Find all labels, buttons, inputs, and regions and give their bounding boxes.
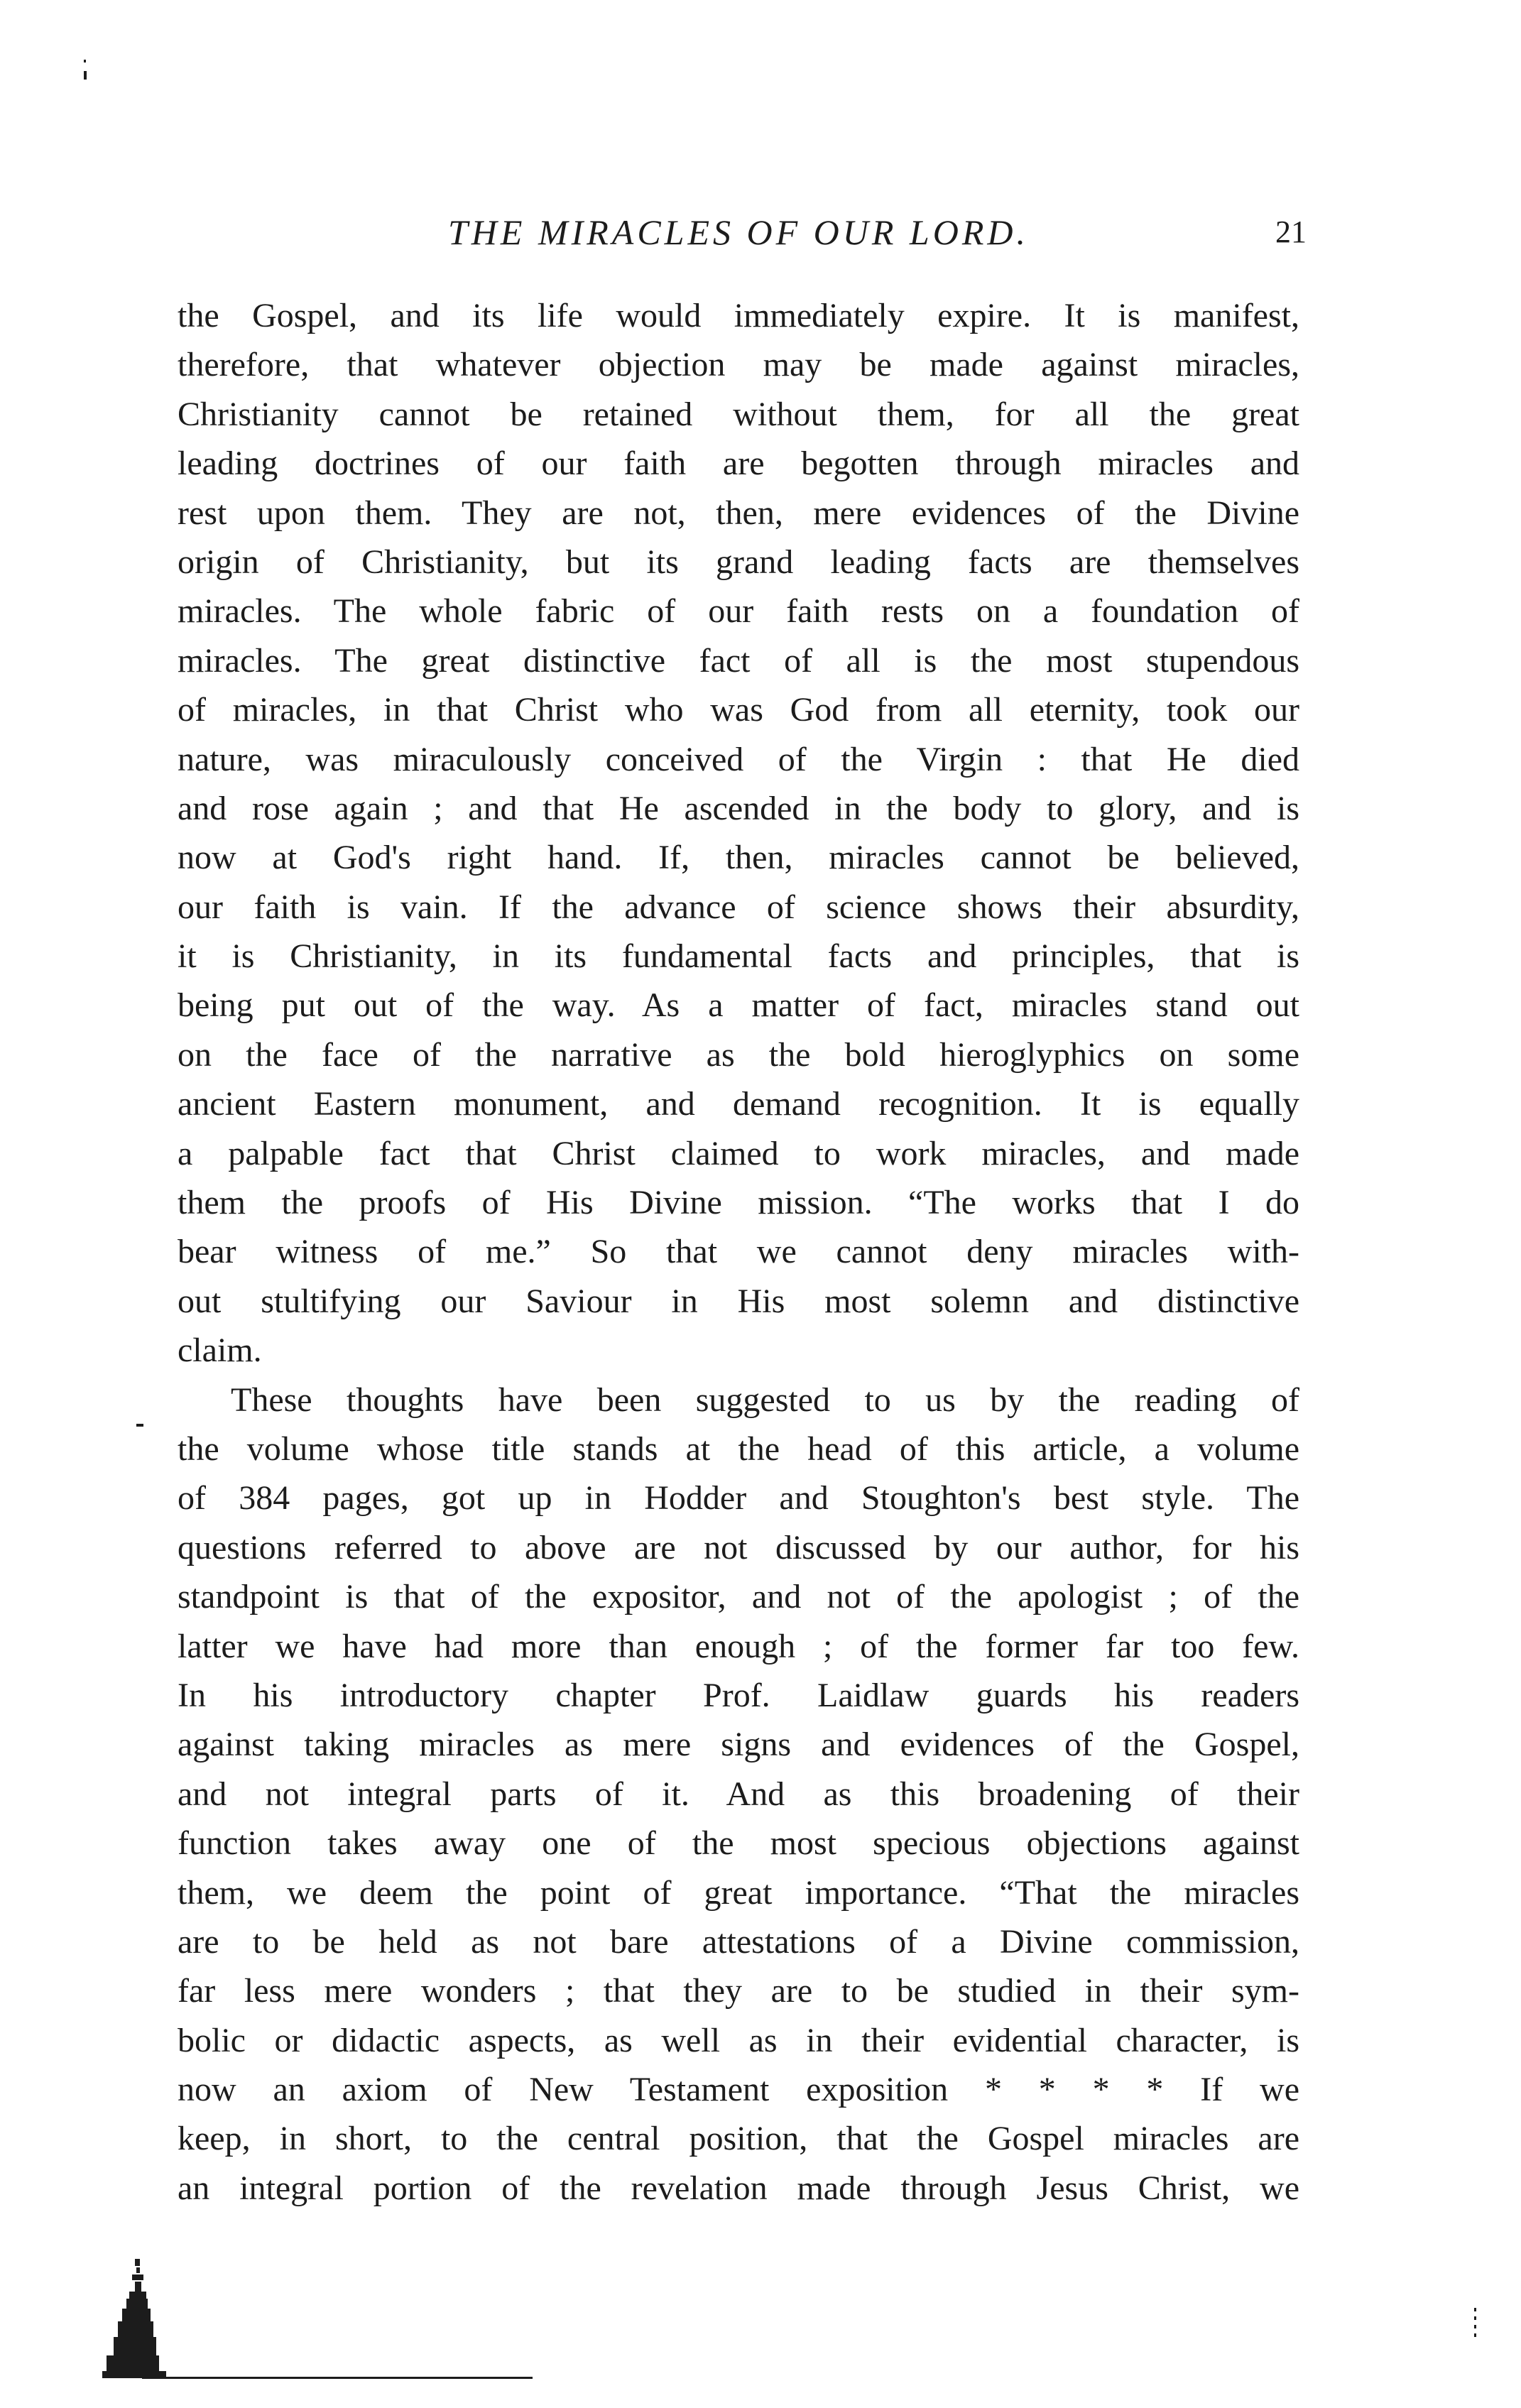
text-line: are to be held as not bare attestations of a Divine commission, [178, 1922, 1299, 1961]
text-line: leading doctrines of our faith are begotten through miracles and [178, 445, 1299, 483]
text-line: miracles. The great distinctive fact of all is the most stupendous [178, 641, 1299, 680]
text-line: and rose again ; and that He ascended in the body to glory, and is [178, 789, 1299, 827]
text-line: against taking miracles as mere signs and evidences of the Gospel, [178, 1726, 1299, 1764]
text-line: it is Christianity, in its fundamental facts and principles, that is [178, 937, 1299, 976]
text-line: rest upon them. They are not, then, mere evidences of the Divine [178, 494, 1299, 532]
text-line: an integral portion of the revelation made through Jesus Christ, we [178, 2169, 1299, 2207]
text-line: therefore, that whatever objection may be made against miracles, [178, 346, 1299, 384]
margin-speck [84, 71, 87, 80]
text-line: In his introductory chapter Prof. Laidlaw guards his readers [178, 1676, 1299, 1714]
text-line: of miracles, in that Christ who was God from all eternity, took our [178, 691, 1299, 729]
text-line: questions referred to above are not discussed by our author, for his [178, 1528, 1299, 1567]
text-line: keep, in short, to the central position, that the Gospel miracles are [178, 2120, 1299, 2158]
text-line: far less mere wonders ; that they are to be studied in their sym- [178, 1972, 1299, 2010]
text-line: bolic or didactic aspects, as well as in their evidential character, is [178, 2021, 1299, 2059]
text-line: being put out of the way. As a matter of fact, miracles stand out [178, 986, 1299, 1025]
text-line: our faith is vain. If the advance of science shows their absurdity, [178, 888, 1299, 926]
page-number: 21 [1275, 214, 1307, 249]
printer-ornament-icon [85, 2255, 170, 2382]
text-line: ancient Eastern monument, and demand recognition. It is equally [178, 1085, 1299, 1123]
text-line: latter we have had more than enough ; of the former far too few. [178, 1627, 1299, 1665]
text-line: now an axiom of New Testament exposition * * * * If we [178, 2071, 1299, 2109]
running-title: THE MIRACLES OF OUR LORD. [447, 212, 1030, 252]
text-line: Christianity cannot be retained without them, for all the great [178, 395, 1299, 433]
text-line: the volume whose title stands at the head of this article, a volume [178, 1429, 1299, 1468]
text-line: miracles. The whole fabric of our faith rests on a foundation of [178, 592, 1299, 631]
body-text [178, 291, 1299, 2213]
text-line: standpoint is that of the expositor, and not of the apologist ; of the [178, 1578, 1299, 1616]
margin-dash [136, 1424, 143, 1427]
text-line: the Gospel, and its life would immediately expire. It is manifest, [178, 297, 1299, 334]
text-line: bear witness of me.” So that we cannot deny miracles with- [178, 1233, 1299, 1271]
bottom-rule [142, 2377, 533, 2379]
text-line: claim. [178, 1331, 262, 1370]
text-line: them the proofs of His Divine mission. “The works that I do [178, 1184, 1299, 1222]
text-line: origin of Christianity, but its grand leading facts are themselves [178, 543, 1299, 581]
text-line: on the face of the narrative as the bold hieroglyphics on some [178, 1035, 1299, 1074]
text-line: now at God's right hand. If, then, miracles cannot be believed, [178, 839, 1299, 877]
running-head [178, 207, 1307, 257]
text-line: a palpable fact that Christ claimed to work miracles, and made [178, 1134, 1299, 1172]
text-line: nature, was miraculously conceived of the Virgin : that He died [178, 740, 1299, 778]
text-line: and not integral parts of it. And as this broadening of their [178, 1775, 1299, 1813]
text-line: These thoughts have been suggested to us by the reading of [231, 1380, 1299, 1419]
margin-speck [84, 60, 86, 62]
text-line: function takes away one of the most specious objections against [178, 1824, 1299, 1863]
text-line: out stultifying our Saviour in His most solemn and distinctive [178, 1282, 1299, 1320]
text-line: of 384 pages, got up in Hodder and Stoughton's best style. The [178, 1479, 1299, 1518]
text-line: them, we deem the point of great importance. “That the miracles [178, 1873, 1299, 1912]
margin-speck [1474, 2308, 1476, 2342]
